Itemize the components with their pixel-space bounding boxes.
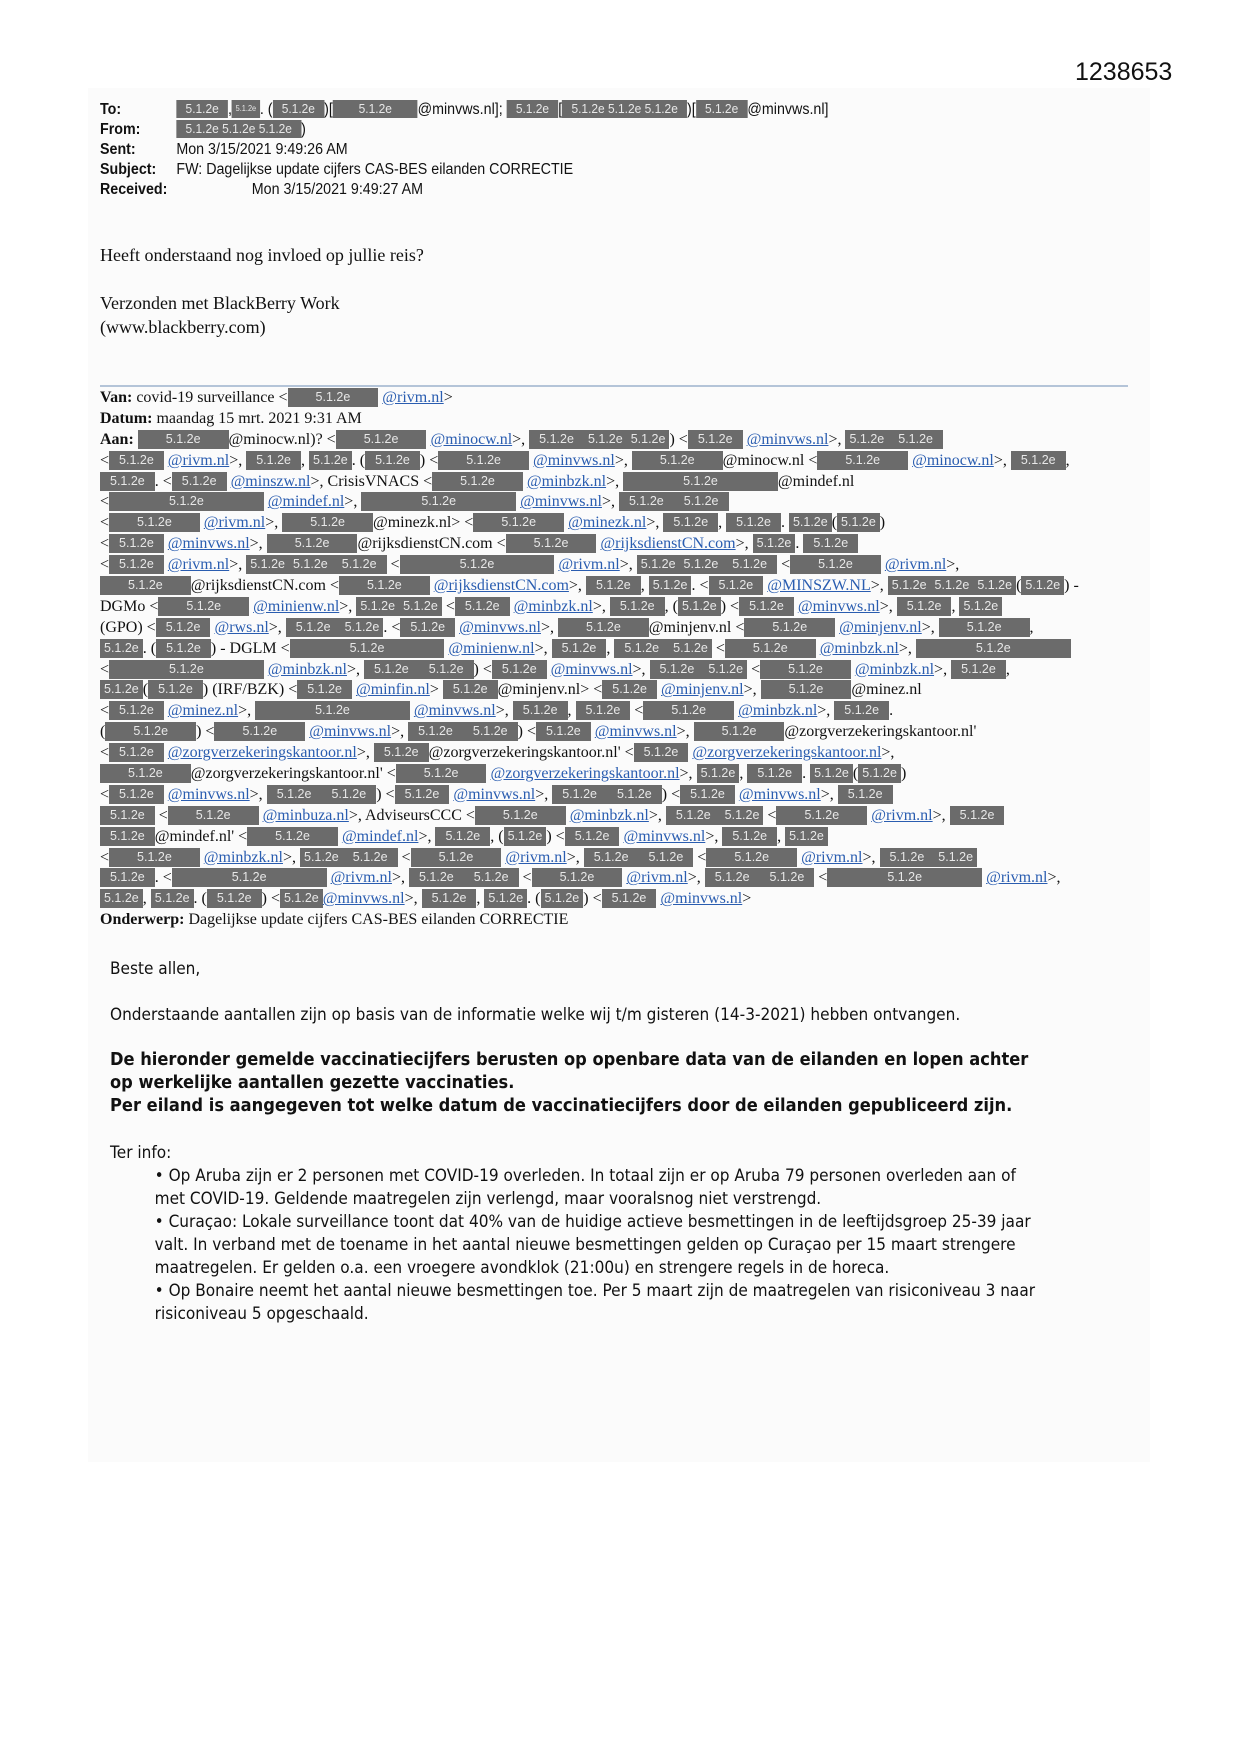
message-body [110,957,1049,1325]
to-label: To: [100,101,122,118]
redaction: 5.1.2e [288,388,379,407]
aan-row: < 5.1.2e @minbzk.nl>, 5.1.2e 5.1.2e < 5.1.2e @rivm.nl>, 5.1.2e 5.1.2e < 5.1.2e @rivm.nl>, 5.1.2e 5.1.2e [100,848,1140,869]
aan-row: < 5.1.2e @zorgverzekeringskantoor.nl>, 5.1.2e @zorgverzekeringskantoor.nl' < 5.1.2e @zorgverzekeringskantoor.nl>, [100,744,895,762]
aan-row: ( 5.1.2e ) < 5.1.2e @minvws.nl>, 5.1.2e 5.1.2e ) < 5.1.2e @minvws.nl>, 5.1.2e @zorgverzekeringskantoor.nl' [100,723,977,741]
aan-row: < 5.1.2e @minbzk.nl>, 5.1.2e 5.1.2e ) < 5.1.2e @minvws.nl>, 5.1.2e 5.1.2e < 5.1.2e @minbzk.nl>, 5.1.2e , [100,660,1010,678]
preface-question: Heeft onderstaand nog invloed op jullie reis? [100,245,424,265]
intro-paragraph: Onderstaande aantallen zijn op basis van de informatie welke wij t/m gisteren (14-3-2021) hebben ontvangen. [110,1005,961,1024]
ter-info-label: Ter info: [110,1143,172,1162]
aan-row: 5.1.2e . ( 5.1.2e ) - DGLM < 5.1.2e @minienw.nl>, 5.1.2e , 5.1.2e 5.1.2e < 5.1.2e @minbzk.nl>, 5.1.2e [100,639,1140,660]
document-number: 1238653 [1075,58,1173,86]
sent-value: Mon 3/15/2021 9:49:26 AM [176,141,348,158]
aan-row: 5.1.2e < 5.1.2e @minbuza.nl>, AdviseursCCC < 5.1.2e @minbzk.nl>, 5.1.2e 5.1.2e < 5.1.2e @rivm.nl>, 5.1.2e [100,806,1140,827]
aan-row: < 5.1.2e @minvws.nl>, 5.1.2e @rijksdienstCN.com < 5.1.2e @rijksdienstCN.com>, 5.1.2e . 5.1.2e [100,534,1140,555]
sent-label: Sent: [100,141,136,158]
aan-row: < 5.1.2e @mindef.nl>, 5.1.2e @minvws.nl>, 5.1.2e 5.1.2e [100,492,1140,513]
sent-row [100,140,828,160]
aan-row: < 5.1.2e @minez.nl>, 5.1.2e @minvws.nl>, 5.1.2e , 5.1.2e < 5.1.2e @minbzk.nl>, 5.1.2e . [100,702,894,720]
aan-row: 5.1.2e ( 5.1.2e ) (IRF/BZK) < 5.1.2e @minfin.nl> 5.1.2e @minjenv.nl> < 5.1.2e @minjenv.nl>, 5.1.2e @minez.nl [100,680,1140,701]
redaction: 5.1.2e [507,100,559,118]
aan-row: 5.1.2e . < 5.1.2e @rivm.nl>, 5.1.2e 5.1.2e < 5.1.2e @rivm.nl>, 5.1.2e 5.1.2e < 5.1.2e @rivm.nl>, [100,868,1140,889]
redaction: 5.1.2e [232,100,260,118]
aan-row: < 5.1.2e @rivm.nl>, 5.1.2e 5.1.2e 5.1.2e < 5.1.2e @rivm.nl>, 5.1.2e 5.1.2e 5.1.2e < 5.1.2e @rivm.nl>, [100,556,960,574]
info-list [110,1164,1049,1325]
aan-row: 5.1.2e . < 5.1.2e @minszw.nl>, CrisisVNACS < 5.1.2e @minbzk.nl>, 5.1.2e @mindef.nl [100,472,1140,493]
list-item-bonaire: • Op Bonaire neemt het aantal nieuwe besmettingen toe. Per 5 maart zijn de maatregelen van risiconiveau 3 naar risiconiveau 5 opgeschaald. [154,1281,1036,1323]
redaction: 5.1.2e [333,100,418,118]
aan-row: < 5.1.2e @rivm.nl>, 5.1.2e , 5.1.2e . ( 5.1.2e ) < 5.1.2e @minvws.nl>, 5.1.2e @minocw.nl < 5.1.2e @minocw.nl>, 5.1.2e , [100,451,1070,469]
aan-row: < 5.1.2e @rivm.nl>, 5.1.2e @minezk.nl> < 5.1.2e @minezk.nl>, 5.1.2e , 5.1.2e . 5.1.2e ( 5.1.2e ) [100,514,886,532]
received-value: Mon 3/15/2021 9:49:27 AM [251,181,424,198]
received-label: Received: [100,181,168,198]
aan-row: (GPO) < 5.1.2e @rws.nl>, 5.1.2e 5.1.2e . < 5.1.2e @minvws.nl>, 5.1.2e @minjenv.nl < 5.1.2e @minjenv.nl>, 5.1.2e , [100,618,1034,636]
to-row [100,100,828,120]
list-item-curacao: • Curaçao: Lokale surveillance toont dat 40% van de huidige actieve besmettingen in de leeftijdsgroep 25-39 jaar valt. In verband met de toename in het aantal nieuwe besmettingen gelden op Curaçao per 15 maart strengere maatregelen. Er gelden o.a. een vroegere avondklok (21:00u) en strengere regels in de horeca. [154,1212,1031,1277]
forwarded-header [100,388,1140,931]
email-link[interactable]: @rivm.nl [382,389,444,406]
list-item-aruba: • Op Aruba zijn er 2 personen met COVID-19 overleden. In totaal zijn er op Aruba 79 personen overleden aan of met COVID-19. Geldende maatregelen zijn verlengd, maar vooralsnog niet verstrengd. [154,1166,1016,1208]
vaccination-date-note: Per eiland is aangegeven tot welke datum de vaccinatiecijfers door de eilanden gepubliceerd zijn. [110,1096,1013,1116]
subject-row [100,160,828,180]
from-label: From: [100,121,141,138]
aan-row: 5.1.2e @zorgverzekeringskantoor.nl' < 5.1.2e @zorgverzekeringskantoor.nl>, 5.1.2e , 5.1.2e . 5.1.2e ( 5.1.2e ) [100,764,1140,785]
redaction: 5.1.2e 5.1.2e 5.1.2e [176,120,301,138]
aan-row: < 5.1.2e @minvws.nl>, 5.1.2e 5.1.2e ) < 5.1.2e @minvws.nl>, 5.1.2e 5.1.2e ) < 5.1.2e @minvws.nl>, 5.1.2e [100,785,1140,806]
greeting: Beste allen, [110,959,201,978]
subject-label: Subject: [100,161,157,178]
redaction: 5.1.2e [176,100,228,118]
redaction: 5.1.2e [273,100,325,118]
datum-row: Datum: maandag 15 mrt. 2021 9:31 AM [100,409,362,427]
aan-row: 5.1.2e @rijksdienstCN.com < 5.1.2e @rijksdienstCN.com>, 5.1.2e , 5.1.2e . < 5.1.2e @MINSZW.NL>, 5.1.2e 5.1.2e 5.1.2e ( 5.1.2e ) - [100,576,1140,597]
signature-line2: (www.blackberry.com) [100,317,266,337]
onderwerp-row: Onderwerp: Dagelijkse update cijfers CAS-BES eilanden CORRECTIE [100,911,569,929]
redaction: 5.1.2e 5.1.2e 5.1.2e [562,100,687,118]
from-row: From: 5.1.2e 5.1.2e 5.1.2e ) [100,121,306,138]
aan-row: 5.1.2e , 5.1.2e . ( 5.1.2e ) < 5.1.2e @minvws.nl>, 5.1.2e , 5.1.2e . ( 5.1.2e ) < 5.1.2e @minvws.nl> [100,889,1140,910]
email-header [100,100,828,200]
subject-value: FW: Dagelijkse update cijfers CAS-BES eilanden CORRECTIE [176,161,574,178]
aan-row: DGMo < 5.1.2e @minienw.nl>, 5.1.2e 5.1.2e < 5.1.2e @minbzk.nl>, 5.1.2e , ( 5.1.2e ) < 5.1.2e @minvws.nl>, 5.1.2e , 5.1.2e [100,597,1140,618]
vaccination-note: De hieronder gemelde vaccinatiecijfers berusten op openbare data van de eilanden en lopen achter op werkelijke aantallen gezette vaccinaties. [110,1050,1029,1093]
signature-line1: Verzonden met BlackBerry Work [100,293,340,313]
to-value: 5.1.2e , 5.1.2e . ( 5.1.2e )[ 5.1.2e @minvws.nl]; 5.1.2e [ 5.1.2e 5.1.2e 5.1.2e )[ 5.1.2e @minvws.nl] [176,100,828,120]
redaction: 5.1.2e [696,100,748,118]
aan-row: Aan: 5.1.2e @minocw.nl)? < 5.1.2e @minocw.nl>, 5.1.2e 5.1.2e 5.1.2e ) < 5.1.2e @minvws.nl>, 5.1.2e 5.1.2e [100,430,1140,451]
received-row [100,180,828,200]
van-row: Van: covid-19 surveillance < 5.1.2e @rivm.nl> [100,389,453,406]
preface [100,243,424,339]
aan-row: 5.1.2e @mindef.nl' < 5.1.2e @mindef.nl>, 5.1.2e , ( 5.1.2e ) < 5.1.2e @minvws.nl>, 5.1.2e , 5.1.2e [100,827,1140,848]
forward-separator [100,385,1128,387]
